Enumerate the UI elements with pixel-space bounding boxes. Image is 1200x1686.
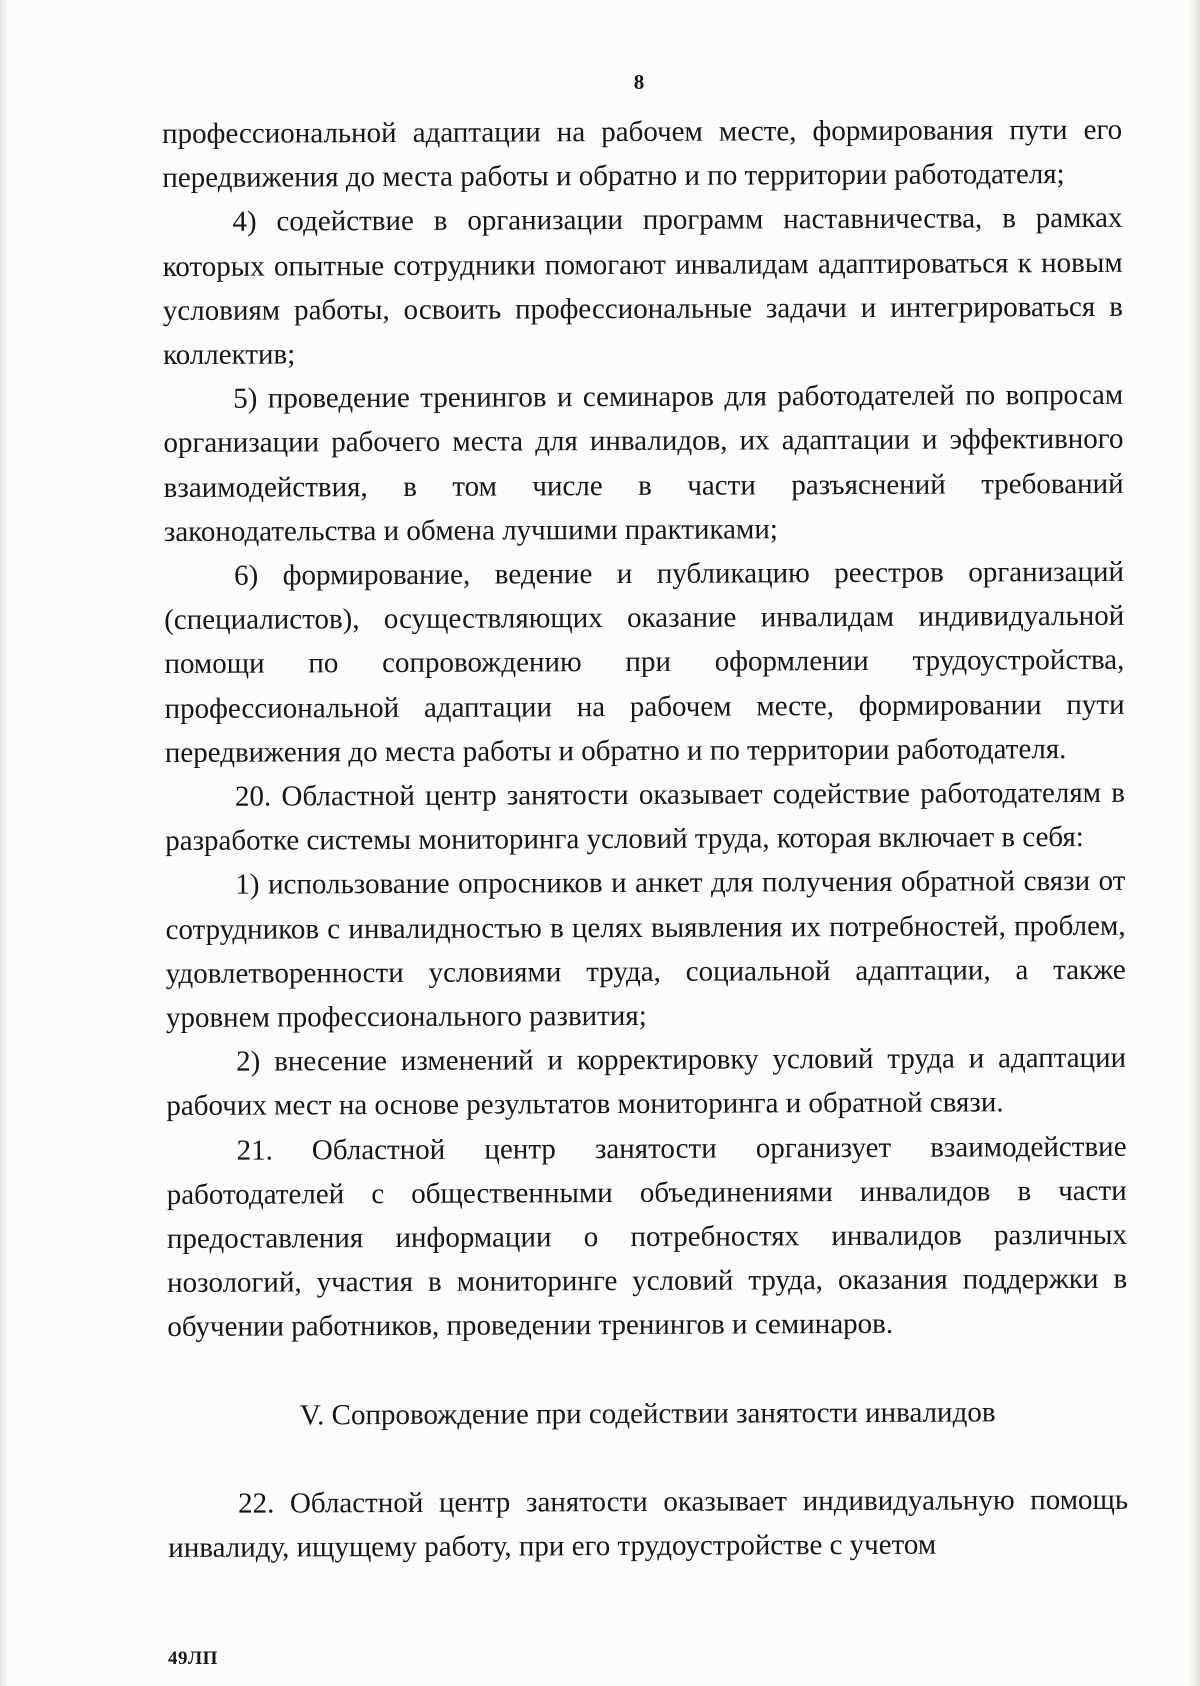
- paragraph-clause-21: 21. Областной центр занятости организует взаимодействие работодателей с общественными объединениями инвалидов в части предоставления информации о потребностях инвалидов различных нозологий, участия в мониторинге условий труда, оказания поддержки в обучении работников, проведении тренингов и семинаров.: [166, 1130, 1128, 1344]
- paragraph-clause-20-item-1: 1) использование опросников и анкет для получения обратной связи от сотрудников с инвалидностью в целях выявления их потребностей, проблем, удовлетворенности условиями труда, социальной адаптации, а также уровнем профессионального развития;: [165, 865, 1126, 1035]
- page-number: 8: [633, 70, 645, 94]
- footer-document-code: 49ЛП: [168, 1648, 218, 1669]
- paragraph-item-6: 6) формирование, ведение и публикацию реестров организаций (специалистов), осуществляющих оказание инвалидам индивидуальной помощи по сопровождению при оформлении трудоустройства, профессиональной адаптации на рабочем месте, формировании пути передвижения до места работы и обратно и по территории работодателя.: [164, 555, 1125, 769]
- paragraph-clause-20-item-2: 2) внесение изменений и корректировку условий труда и адаптации рабочих мест на основе результатов мониторинга и обратной связи.: [166, 1042, 1127, 1123]
- paragraph-clause-22: 22. Областной центр занятости оказывает индивидуальную помощь инвалиду, ищущему работу, при его трудоустройстве с учетом: [168, 1483, 1129, 1564]
- scan-edge-right: [1191, 0, 1200, 1686]
- paragraph-item-5: 5) проведение тренингов и семинаров для работодателей по вопросам организации рабочего места для инвалидов, их адаптации и эффективного взаимодействия, в том числе в части разъяснений требований законодательства и обмена лучшими практиками;: [163, 379, 1124, 548]
- scan-edge-left: [0, 0, 7, 1686]
- paragraph-clause-20: 20. Областной центр занятости оказывает содействие работодателям в разработке системы мониторинга условий труда, которая включает в себя:: [165, 776, 1126, 858]
- paragraph-item-4: 4) содействие в организации программ наставничества, в рамках которых опытные сотрудники помогают инвалидам адаптироваться к новым условиям работы, освоить профессиональные задачи и интегрироваться в коллектив;: [162, 202, 1123, 372]
- section-heading: V. Сопровождение при содействии занятости инвалидов: [299, 1396, 996, 1432]
- paragraph-continuation: профессиональной адаптации на рабочем месте, формирования пути его передвижения до места работы и обратно и по территории работодателя;: [162, 113, 1123, 195]
- document-body: [162, 108, 1128, 1570]
